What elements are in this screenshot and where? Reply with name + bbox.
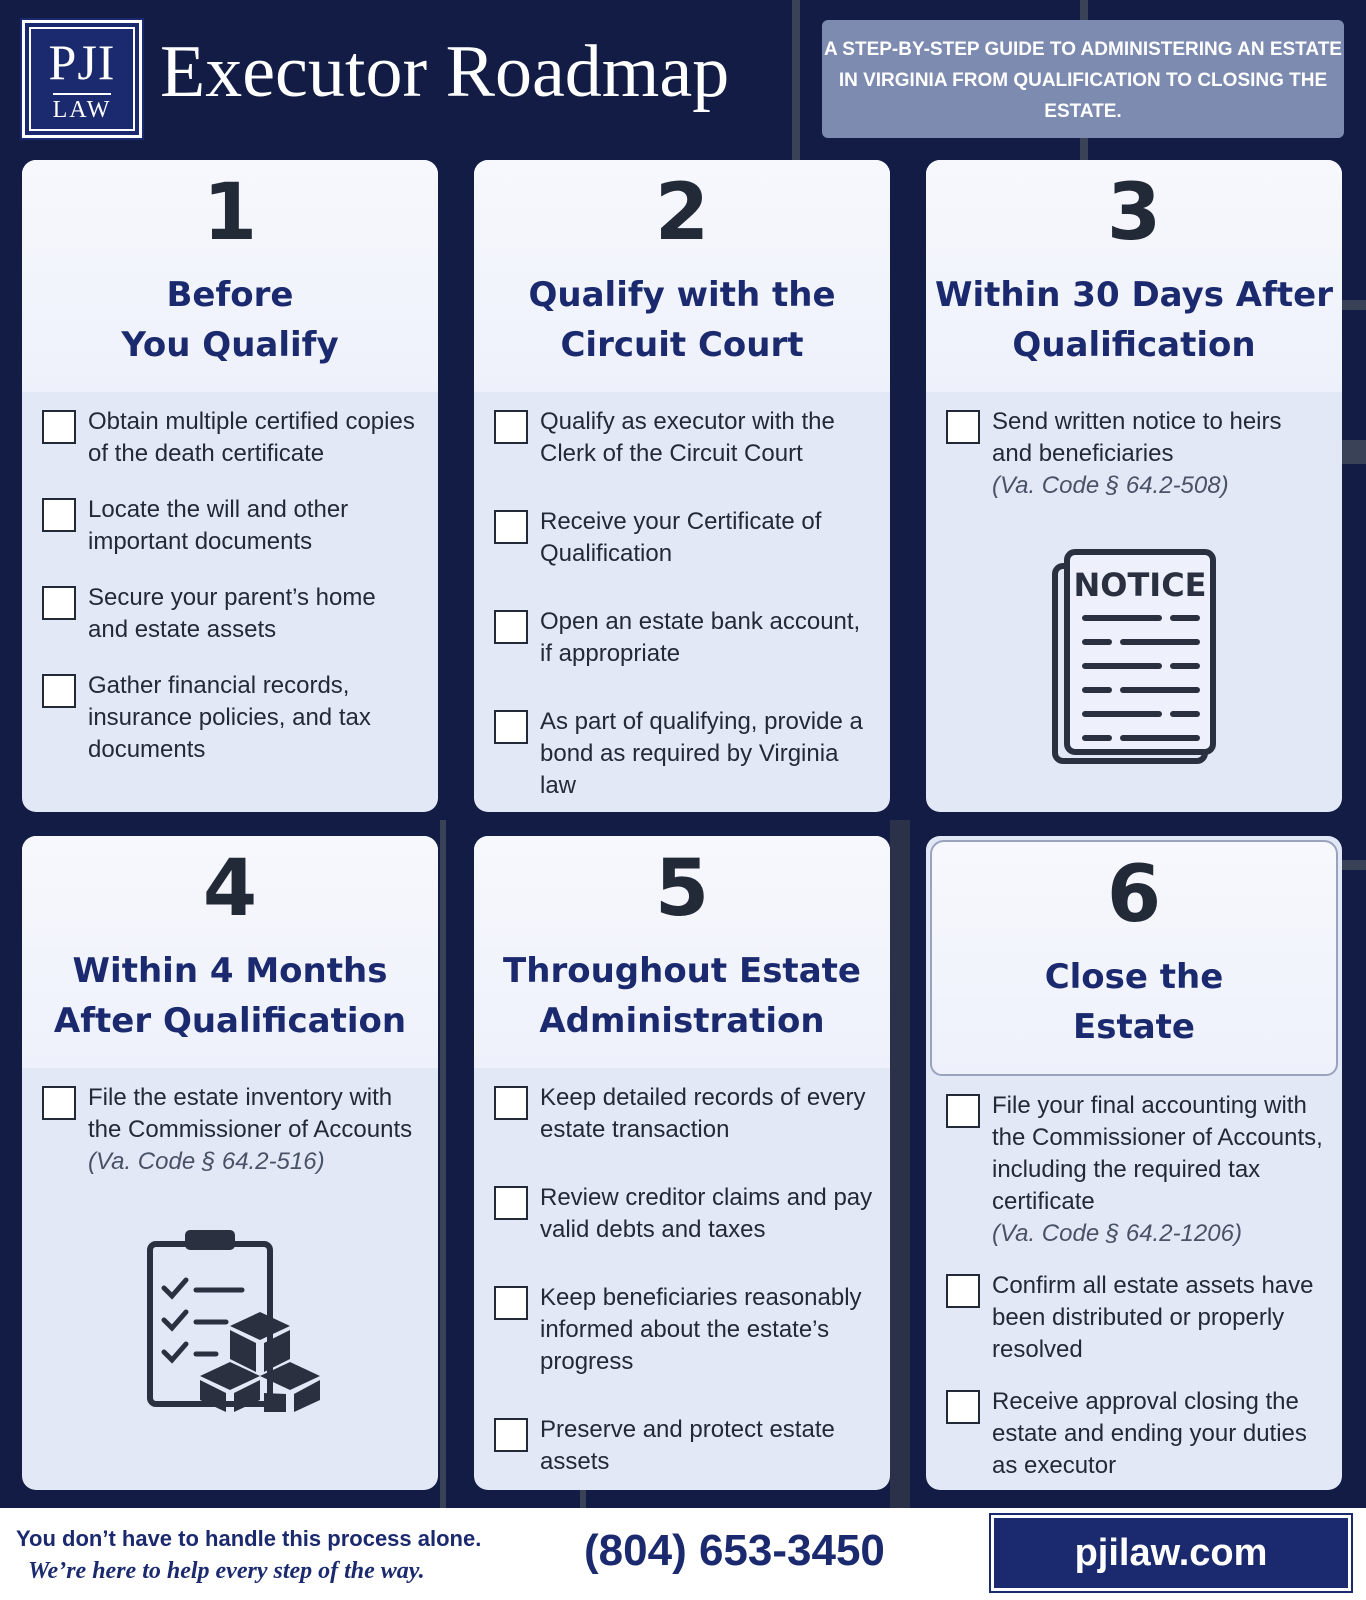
checklist: [926, 1076, 1342, 1490]
checklist: [926, 392, 1342, 536]
checklist-item-text: Keep detailed records of every estate transaction: [540, 1084, 866, 1143]
checklist-item-text: Obtain multiple certified copies of the death certificate: [88, 408, 415, 467]
checklist-item: [494, 1282, 874, 1378]
step-header: [926, 160, 1342, 392]
step-number: 5: [654, 844, 710, 934]
checkbox[interactable]: [494, 510, 528, 544]
checklist: [22, 1068, 438, 1212]
step-heading: Throughout Estate Administration: [503, 951, 861, 1041]
phone-link[interactable]: (804) 653-3450: [584, 1526, 885, 1575]
step-number: 1: [202, 168, 258, 258]
footer-message: You don’t have to handle this process alone.: [16, 1526, 482, 1551]
step-card-5: [474, 836, 890, 1490]
page-title: Executor Roadmap: [160, 31, 730, 113]
step-heading: Before You Qualify: [121, 275, 339, 365]
checkbox[interactable]: [494, 610, 528, 644]
checklist-item-text: Review creditor claims and pay valid debts and taxes: [540, 1184, 873, 1243]
notice-label: NOTICE: [1073, 566, 1207, 604]
checklist-item: [946, 406, 1326, 502]
step-heading: Within 4 Months After Qualification: [53, 951, 407, 1041]
step-card-4: [22, 836, 438, 1490]
page-footer: [0, 1508, 1366, 1600]
checklist-item: [42, 494, 422, 558]
checkbox[interactable]: [42, 498, 76, 532]
checklist-item-text: Locate the will and other important documents: [88, 496, 349, 555]
step-card-6: [926, 836, 1342, 1490]
checklist-item: [946, 1090, 1326, 1250]
checklist-item-text: [88, 1082, 422, 1178]
page-header: [0, 0, 1366, 160]
step-header: [22, 160, 438, 392]
checklist-item: [494, 1414, 874, 1478]
legal-citation: (Va. Code § 64.2-1206): [992, 1220, 1242, 1247]
checkbox[interactable]: [946, 410, 980, 444]
checklist-item: [42, 406, 422, 470]
item-text: File your final accounting with the Commissioner of Accounts, including the required tax certificate: [992, 1092, 1323, 1215]
checkbox[interactable]: [494, 1286, 528, 1320]
pji-law-logo[interactable]: [22, 20, 142, 138]
checkbox[interactable]: [494, 1418, 528, 1452]
checklist-item-text: Preserve and protect estate assets: [540, 1416, 835, 1475]
item-text: File the estate inventory with the Commissioner of Accounts: [88, 1084, 413, 1143]
checkbox[interactable]: [494, 1186, 528, 1220]
checklist-item: [494, 506, 874, 570]
step-card-2: [474, 160, 890, 812]
footer-submessage: We’re here to help every step of the way.: [28, 1558, 425, 1584]
checklist-item: [42, 1082, 422, 1178]
website-link[interactable]: pjilaw.com: [994, 1518, 1348, 1588]
step-number: 2: [654, 168, 710, 258]
checkbox[interactable]: [494, 410, 528, 444]
checklist-item-text: Gather financial records, insurance policies, and tax documents: [88, 672, 371, 763]
checkbox[interactable]: [42, 674, 76, 708]
checklist-item: [494, 1182, 874, 1246]
checklist-item-text: Open an estate bank account, if appropriate: [540, 608, 861, 667]
logo-text-pji: PJI: [48, 34, 116, 90]
step-number: 4: [202, 844, 258, 934]
checklist-item: [946, 1270, 1326, 1366]
checklist-item-text: [992, 406, 1326, 502]
checklist-item-text: Keep beneficiaries reasonably informed about the estate’s progress: [540, 1284, 862, 1375]
legal-citation: (Va. Code § 64.2-516): [88, 1148, 325, 1175]
item-text: Send written notice to heirs and beneficiaries: [992, 408, 1282, 467]
checklist-item: [42, 582, 422, 646]
step-header: [930, 840, 1338, 1076]
step-header: [474, 836, 890, 1068]
checklist: [22, 392, 438, 800]
logo-text-law: LAW: [53, 93, 112, 124]
checkbox[interactable]: [946, 1274, 980, 1308]
checklist: [474, 392, 890, 812]
checklist-item-text: Secure your parent’s home and estate assets: [88, 584, 376, 643]
page-tagline: A STEP-BY-STEP GUIDE TO ADMINISTERING AN ESTATE IN VIRGINIA FROM QUALIFICATION TO CLOSING THE ESTATE.: [822, 20, 1344, 138]
step-header: [22, 836, 438, 1068]
checklist-item-text: Qualify as executor with the Clerk of the Circuit Court: [540, 408, 835, 467]
checkbox[interactable]: [494, 1086, 528, 1120]
step-heading: Within 30 Days After Qualification: [934, 275, 1333, 365]
step-card-3: [926, 160, 1342, 812]
checklist-item-text: As part of qualifying, provide a bond as required by Virginia law: [540, 708, 863, 799]
checkbox[interactable]: [946, 1094, 980, 1128]
checklist-item: [42, 670, 422, 766]
checklist-item: [494, 606, 874, 670]
step-header: [474, 160, 890, 392]
notice-document-icon: [926, 546, 1342, 766]
checklist-item-text: [992, 1090, 1326, 1250]
clipboard-checklist-boxes-icon: [22, 1222, 438, 1412]
checklist-item: [946, 1386, 1326, 1482]
checkbox[interactable]: [42, 1086, 76, 1120]
checklist: [474, 1068, 890, 1490]
checkbox[interactable]: [946, 1390, 980, 1424]
checklist-item-text: Confirm all estate assets have been distributed or properly resolved: [992, 1272, 1314, 1363]
legal-citation: (Va. Code § 64.2-508): [992, 472, 1229, 499]
step-card-1: [22, 160, 438, 812]
step-heading: Close the Estate: [1044, 957, 1224, 1047]
checklist-item: [494, 1082, 874, 1146]
step-heading: Qualify with the Circuit Court: [528, 275, 836, 365]
checklist-item-text: Receive approval closing the estate and ending your duties as executor: [992, 1388, 1307, 1479]
checkbox[interactable]: [42, 586, 76, 620]
step-number: 6: [1106, 850, 1162, 940]
step-number: 3: [1106, 168, 1162, 258]
checklist-item-text: Receive your Certificate of Qualification: [540, 508, 822, 567]
checklist-item: [494, 406, 874, 470]
checklist-item: [494, 706, 874, 802]
checkbox[interactable]: [42, 410, 76, 444]
checkbox[interactable]: [494, 710, 528, 744]
